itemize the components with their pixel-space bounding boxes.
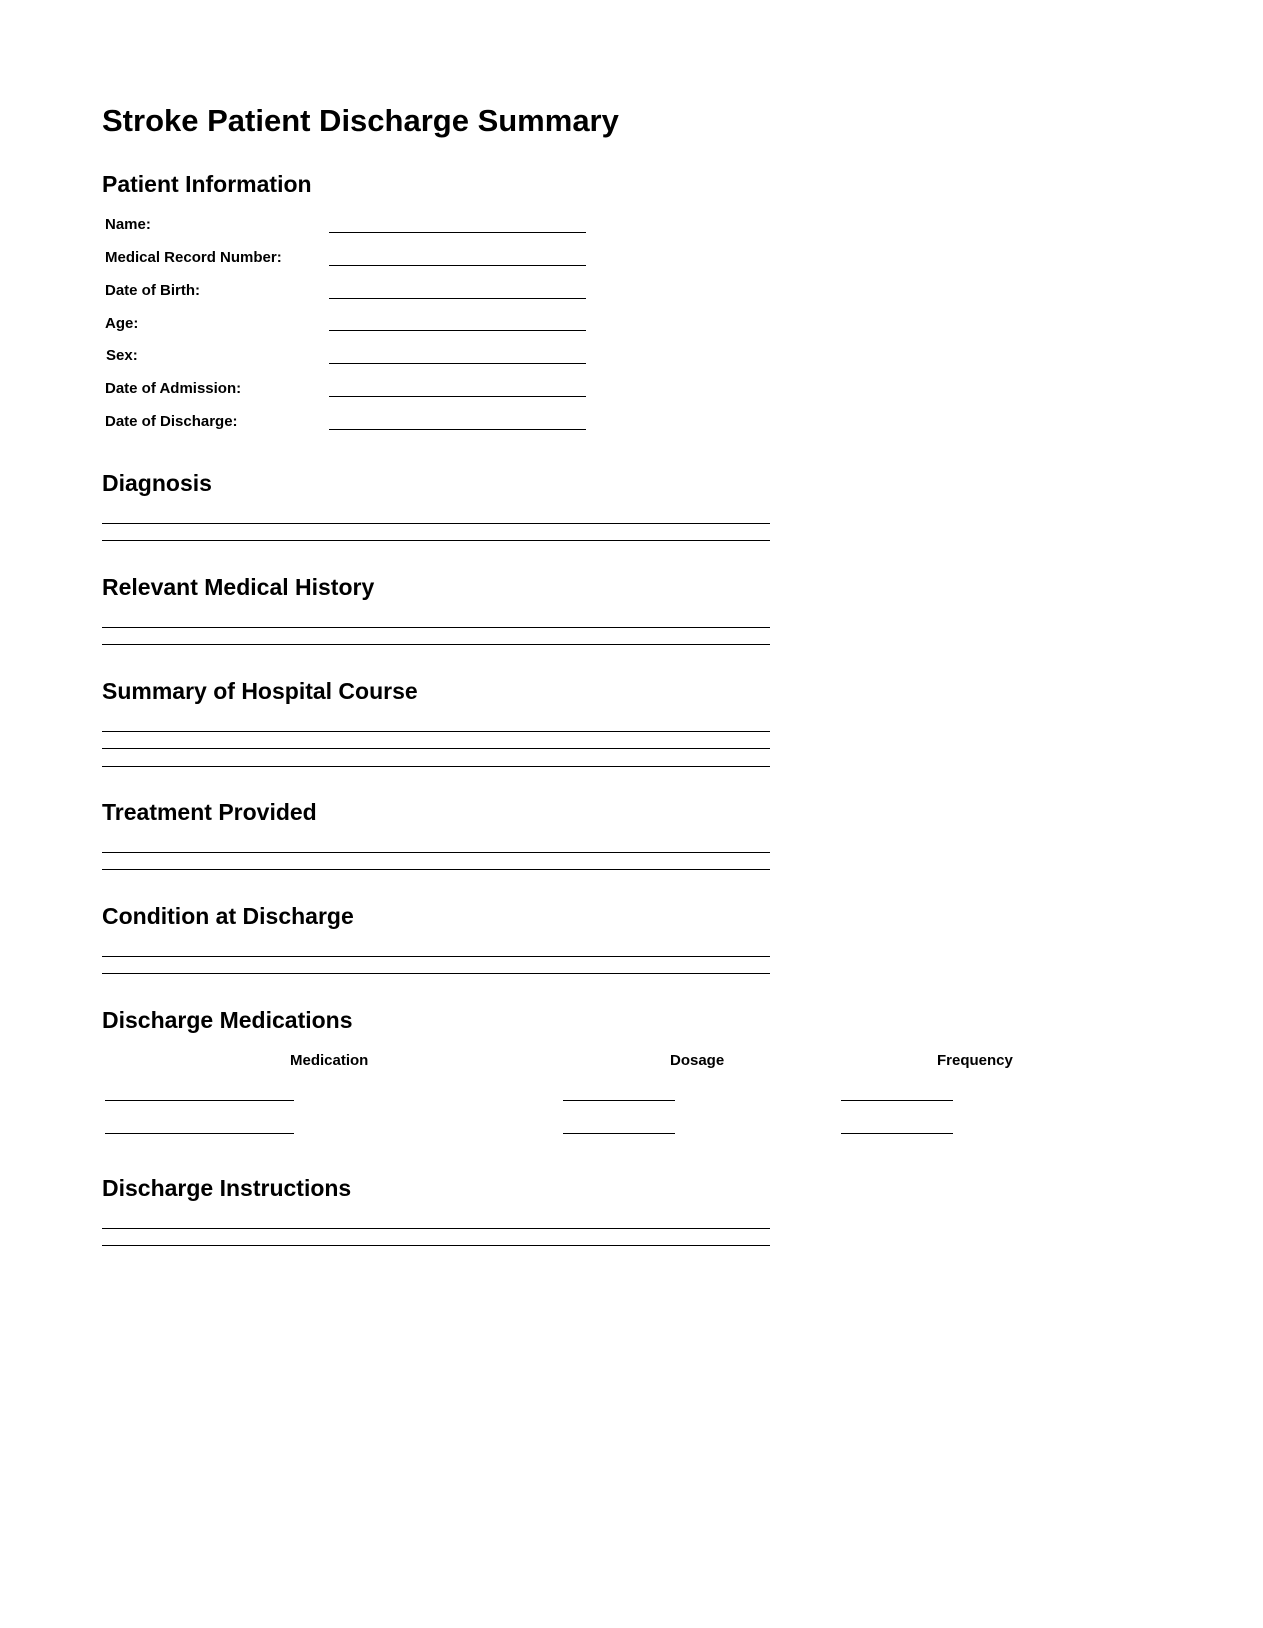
hospital-course-line-3[interactable] bbox=[102, 766, 770, 767]
date-of-admission-field[interactable] bbox=[329, 396, 586, 397]
treatment-line-2[interactable] bbox=[102, 869, 770, 870]
document-title: Stroke Patient Discharge Summary bbox=[102, 103, 619, 138]
condition-line-2[interactable] bbox=[102, 973, 770, 974]
dosage-field-row-1[interactable] bbox=[563, 1100, 675, 1101]
medical-history-line-1[interactable] bbox=[102, 627, 770, 628]
column-header-frequency: Frequency bbox=[937, 1052, 1013, 1069]
dosage-field-row-2[interactable] bbox=[563, 1133, 675, 1134]
section-heading-patient-information: Patient Information bbox=[102, 171, 312, 197]
name-field[interactable] bbox=[329, 232, 586, 233]
medication-field-row-1[interactable] bbox=[105, 1100, 294, 1101]
section-heading-instructions: Discharge Instructions bbox=[102, 1175, 352, 1201]
hospital-course-line-1[interactable] bbox=[102, 731, 770, 732]
medical-record-number-field[interactable] bbox=[329, 265, 586, 266]
instructions-line-2[interactable] bbox=[102, 1245, 770, 1246]
section-heading-medications: Discharge Medications bbox=[102, 1007, 353, 1033]
diagnosis-line-2[interactable] bbox=[102, 540, 770, 541]
frequency-field-row-2[interactable] bbox=[841, 1133, 953, 1134]
frequency-field-row-1[interactable] bbox=[841, 1100, 953, 1101]
field-label-medical-record-number: Medical Record Number: bbox=[105, 249, 282, 266]
field-label-date-of-birth: Date of Birth: bbox=[105, 282, 200, 299]
column-header-dosage: Dosage bbox=[670, 1052, 725, 1069]
section-heading-diagnosis: Diagnosis bbox=[102, 470, 212, 496]
hospital-course-line-2[interactable] bbox=[102, 748, 770, 749]
sex-field[interactable] bbox=[329, 363, 586, 364]
medication-field-row-2[interactable] bbox=[105, 1133, 294, 1134]
treatment-line-1[interactable] bbox=[102, 852, 770, 853]
column-header-medication: Medication bbox=[290, 1052, 369, 1069]
date-of-discharge-field[interactable] bbox=[329, 429, 586, 430]
section-heading-treatment: Treatment Provided bbox=[102, 799, 317, 825]
condition-line-1[interactable] bbox=[102, 956, 770, 957]
medical-history-line-2[interactable] bbox=[102, 644, 770, 645]
section-heading-condition: Condition at Discharge bbox=[102, 903, 354, 929]
field-label-name: Name: bbox=[105, 216, 151, 233]
diagnosis-line-1[interactable] bbox=[102, 523, 770, 524]
section-heading-hospital-course: Summary of Hospital Course bbox=[102, 678, 418, 704]
field-label-sex: Sex: bbox=[106, 347, 138, 364]
age-field[interactable] bbox=[329, 330, 586, 331]
field-label-date-of-admission: Date of Admission: bbox=[105, 380, 242, 397]
instructions-line-1[interactable] bbox=[102, 1228, 770, 1229]
date-of-birth-field[interactable] bbox=[329, 298, 586, 299]
field-label-age: Age: bbox=[105, 315, 139, 332]
section-heading-medical-history: Relevant Medical History bbox=[102, 574, 375, 600]
field-label-date-of-discharge: Date of Discharge: bbox=[105, 413, 238, 430]
